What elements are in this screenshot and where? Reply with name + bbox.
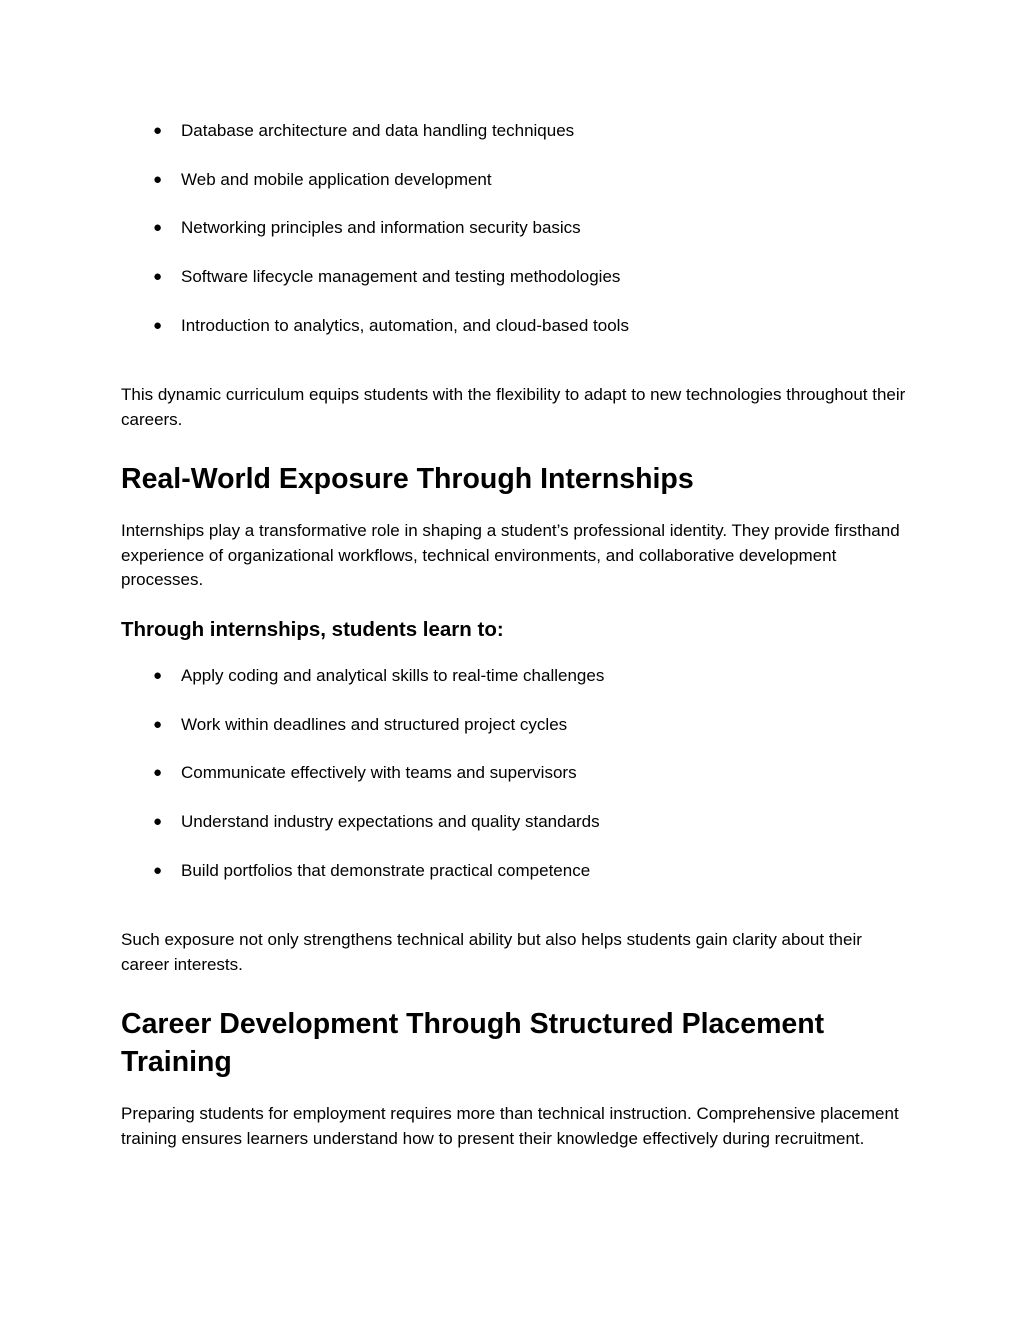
list-text: Web and mobile application development (181, 170, 492, 189)
paragraph: Preparing students for employment requires more than technical instruction. Comprehensive placement training ensures learners understand how to present their knowledge effectively during recruitment. (121, 1104, 899, 1148)
list-text: Database architecture and data handling techniques (181, 121, 575, 140)
paragraph: Such exposure not only strengthens technical ability but also helps students gain clarity about their career interests. (121, 930, 862, 974)
heading: Career Development Through Structured Placement Training (121, 1008, 825, 1078)
paragraph: This dynamic curriculum equips students with the flexibility to adapt to new technologies throughout their careers. (121, 385, 906, 429)
bullet-icon: ● (153, 716, 163, 733)
list-text: Software lifecycle management and testing methodologies (181, 267, 621, 286)
list-text: Introduction to analytics, automation, and cloud-based tools (181, 316, 629, 335)
bullet-icon: ● (153, 862, 163, 879)
bullet-icon: ● (153, 171, 163, 188)
list-text: Build portfolios that demonstrate practical competence (181, 861, 591, 880)
bullet-icon: ● (153, 764, 163, 781)
bullet-icon: ● (153, 317, 163, 334)
bullet-icon: ● (153, 813, 163, 830)
list-text: Apply coding and analytical skills to real-time challenges (181, 666, 605, 685)
heading: Real-World Exposure Through Internships (121, 463, 694, 495)
bullet-icon: ● (153, 122, 163, 139)
list-text: Communicate effectively with teams and supervisors (181, 763, 577, 782)
bullet-icon: ● (153, 219, 163, 236)
list-text: Understand industry expectations and quality standards (181, 812, 600, 831)
list-text: Networking principles and information security basics (181, 218, 581, 237)
paragraph: Internships play a transformative role in shaping a student’s professional identity. They provide firsthand experience of organizational workflows, technical environments, and collaborative development processes. (121, 521, 900, 589)
bullet-icon: ● (153, 667, 163, 684)
subheading: Through internships, students learn to: (121, 618, 504, 641)
bullet-icon: ● (153, 268, 163, 285)
list-text: Work within deadlines and structured project cycles (181, 715, 568, 734)
